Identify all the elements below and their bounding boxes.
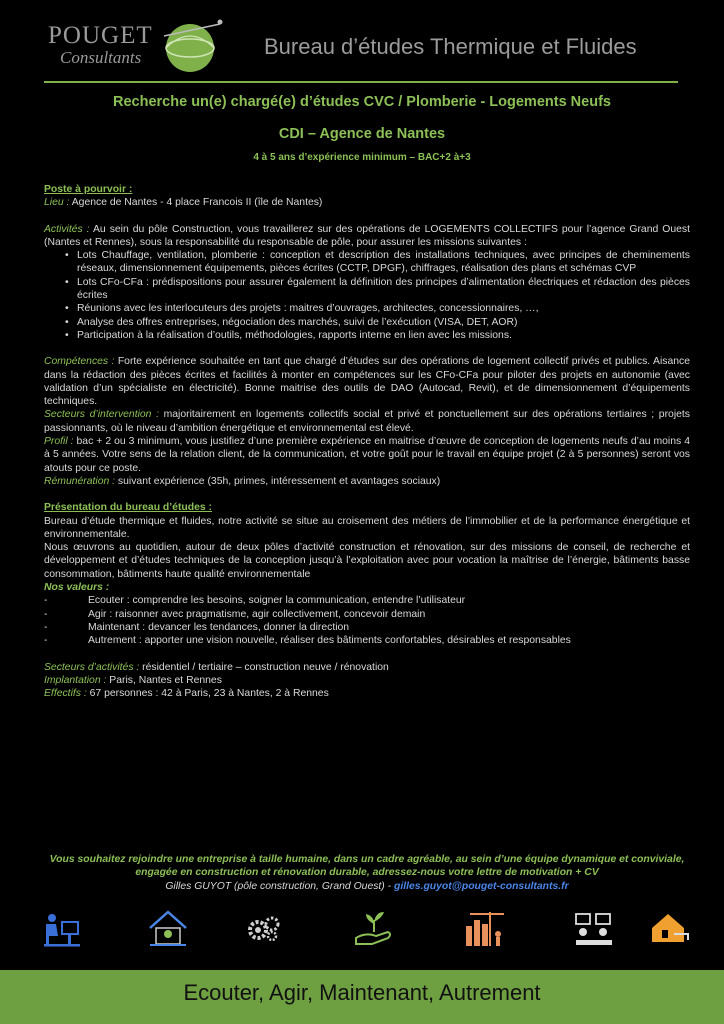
profil-value: bac + 2 ou 3 minimum, vous justifiez d’une première expérience en maitrise d’œuvre de conception de logements neufs d’au moins 4 à 5 années. Votre sens de la relation client, de la communication, et votre goût pour le travail en équipe projet (2 à 5 personnes) seront vos atouts pour ce poste. bbox=[44, 436, 690, 474]
cta-text: Vous souhaitez rejoindre une entreprise à taille humaine, dans un cadre agréable, au sein d’une équipe dynamique et conviviale, engagée en construction et rénovation durable, adressez-nous votre lettre de motivation + CV bbox=[49, 854, 685, 879]
list-item: • Lots Chauffage, ventilation, plomberie : conception et description des installations techniques, avec principes de cheminements réseaux, dimensionnement équipements, pièces écrites (CCTP, DPGF), chiffrages, réalisation des plans et schémas CVP bbox=[77, 249, 690, 276]
company-logo bbox=[44, 14, 234, 76]
hand-plant-icon bbox=[352, 908, 396, 950]
desk-worker-icon bbox=[40, 908, 84, 950]
contract-type: CDI – Agence de Nantes bbox=[278, 126, 446, 142]
secteurs-activites-value: résidentiel / tertiaire – construction neuve / rénovation bbox=[139, 661, 389, 673]
lieu-value: Agence de Nantes - 4 place Francois II (île de Nantes) bbox=[69, 197, 323, 209]
contact-person: Gilles GUYOT (pôle construction, Grand Ouest) - bbox=[165, 880, 394, 892]
meeting-icon bbox=[572, 908, 616, 950]
list-item: • Réunions avec les interlocuteurs des projets : maitres d’ouvrages, architectes, concessionnaires, …, bbox=[77, 302, 690, 315]
list-item: • Lots CFo-CFa : prédispositions pour assurer également la définition des principes d’alimentation électriques et rédaction des pièces écrites bbox=[77, 276, 690, 303]
lieu-label: Lieu : bbox=[44, 197, 70, 209]
logo-word: POUGET bbox=[48, 22, 153, 49]
list-item: • Analyse des offres entreprises, négociation des marchés, suivi de l’exécution (VISA, DET, AOR) bbox=[77, 316, 690, 329]
bureau-heading: Présentation du bureau d’études : bbox=[44, 502, 213, 514]
list-item: - Autrement : apporter une vision nouvelle, réaliser des bâtiments confortables, désirables et responsables bbox=[44, 634, 690, 647]
implantation-value: Paris, Nantes et Rennes bbox=[106, 674, 222, 686]
effectifs-value: 67 personnes : 42 à Paris, 23 à Nantes, 2 à Rennes bbox=[86, 688, 329, 700]
experience-requirement: 4 à 5 ans d’expérience minimum – BAC+2 à+3 bbox=[253, 152, 471, 163]
profil-label: Profil : bbox=[44, 436, 74, 448]
effectifs-label: Effectifs : bbox=[44, 688, 87, 700]
house-eco-icon bbox=[146, 908, 190, 950]
list-item: - Agir : raisonner avec pragmatisme, agir collectivement, concevoir demain bbox=[44, 608, 690, 621]
header-divider bbox=[44, 81, 678, 83]
bureau-para2: Nous œuvrons au quotidien, autour de deux pôles d’activité construction et rénovation, sur des missions de conseil, de recherche et développement et d’études techniques de la conception jusqu’à l’exploitation avec pour vocation la maîtrise de l’énergie, bâtiments basse consommation, bâtiments haute qualité environnementale bbox=[44, 542, 690, 580]
secteurs-intervention-value: majoritairement en logements collectifs social et privé et ponctuellement sur des opérations tertiaires ; projets passionnants, où le niveau d’ambition énergétique et environnemental est élevé. bbox=[44, 409, 690, 434]
construction-site-icon bbox=[462, 908, 506, 950]
secteurs-activites-label: Secteurs d’activités : bbox=[44, 661, 140, 673]
contact-email-link[interactable]: gilles.guyot@pouget-consultants.fr bbox=[394, 880, 569, 892]
globe-logo-icon bbox=[162, 16, 224, 76]
footer-slogan: Ecouter, Agir, Maintenant, Autrement bbox=[183, 980, 541, 1005]
values-list bbox=[44, 594, 690, 647]
activites-label: Activités : bbox=[44, 223, 90, 235]
competences-value: Forte expérience souhaitée en tant que chargé d’études sur des opérations de logement collectif privés et publics. Aisance dans la rédaction des pièces écrites et facilités à monter en compétences sur les CFo-CFa pour piloter des projets en autonomie (avec validation d’un spécialiste en électricité). Bonne maitrise des outils de DAO (Autocad, Revit), et de dimensionnement d’équipements techniques. bbox=[44, 356, 690, 408]
bureau-para1: Bureau d’étude thermique et fluides, notre activité se situe au croisement des métiers de l’immobilier et de la performance énergétique et environnementale. bbox=[44, 515, 690, 540]
gears-icon bbox=[242, 908, 286, 950]
logo-subtitle: Consultants bbox=[60, 48, 142, 67]
secteurs-intervention-label: Secteurs d’intervention : bbox=[44, 409, 159, 421]
list-item: - Maintenant : devancer les tendances, donner la direction bbox=[44, 621, 690, 634]
remuneration-value: suivant expérience (35h, primes, intéressement et avantages sociaux) bbox=[115, 475, 441, 487]
bureau-title: Bureau d’études Thermique et Fluides bbox=[264, 34, 637, 59]
list-item: • Participation à la réalisation d’outils, méthodologies, rapports interne en lien avec les missions. bbox=[77, 329, 690, 342]
job-description bbox=[44, 183, 690, 700]
call-to-action bbox=[44, 853, 690, 893]
house-energy-icon bbox=[648, 908, 692, 950]
list-item: - Ecouter : comprendre les besoins, soigner la communication, entendre l’utilisateur bbox=[44, 594, 690, 607]
activity-list bbox=[44, 249, 690, 342]
implantation-label: Implantation : bbox=[44, 674, 107, 686]
job-title: Recherche un(e) chargé(e) d’études CVC / Plomberie - Logements Neufs bbox=[113, 94, 611, 110]
values-label: Nos valeurs : bbox=[44, 582, 110, 594]
remuneration-label: Rémunération : bbox=[44, 475, 116, 487]
activites-intro: Au sein du pôle Construction, vous travaillerez sur des opérations de LOGEMENTS COLLECTIFS pour l’agence Grand Ouest (Nantes et Rennes), sous la responsabilité du responsable de pôle, pour assurer les missions suivantes : bbox=[44, 223, 690, 248]
competences-label: Compétences : bbox=[44, 356, 115, 368]
poste-heading: Poste à pourvoir : bbox=[44, 184, 133, 195]
